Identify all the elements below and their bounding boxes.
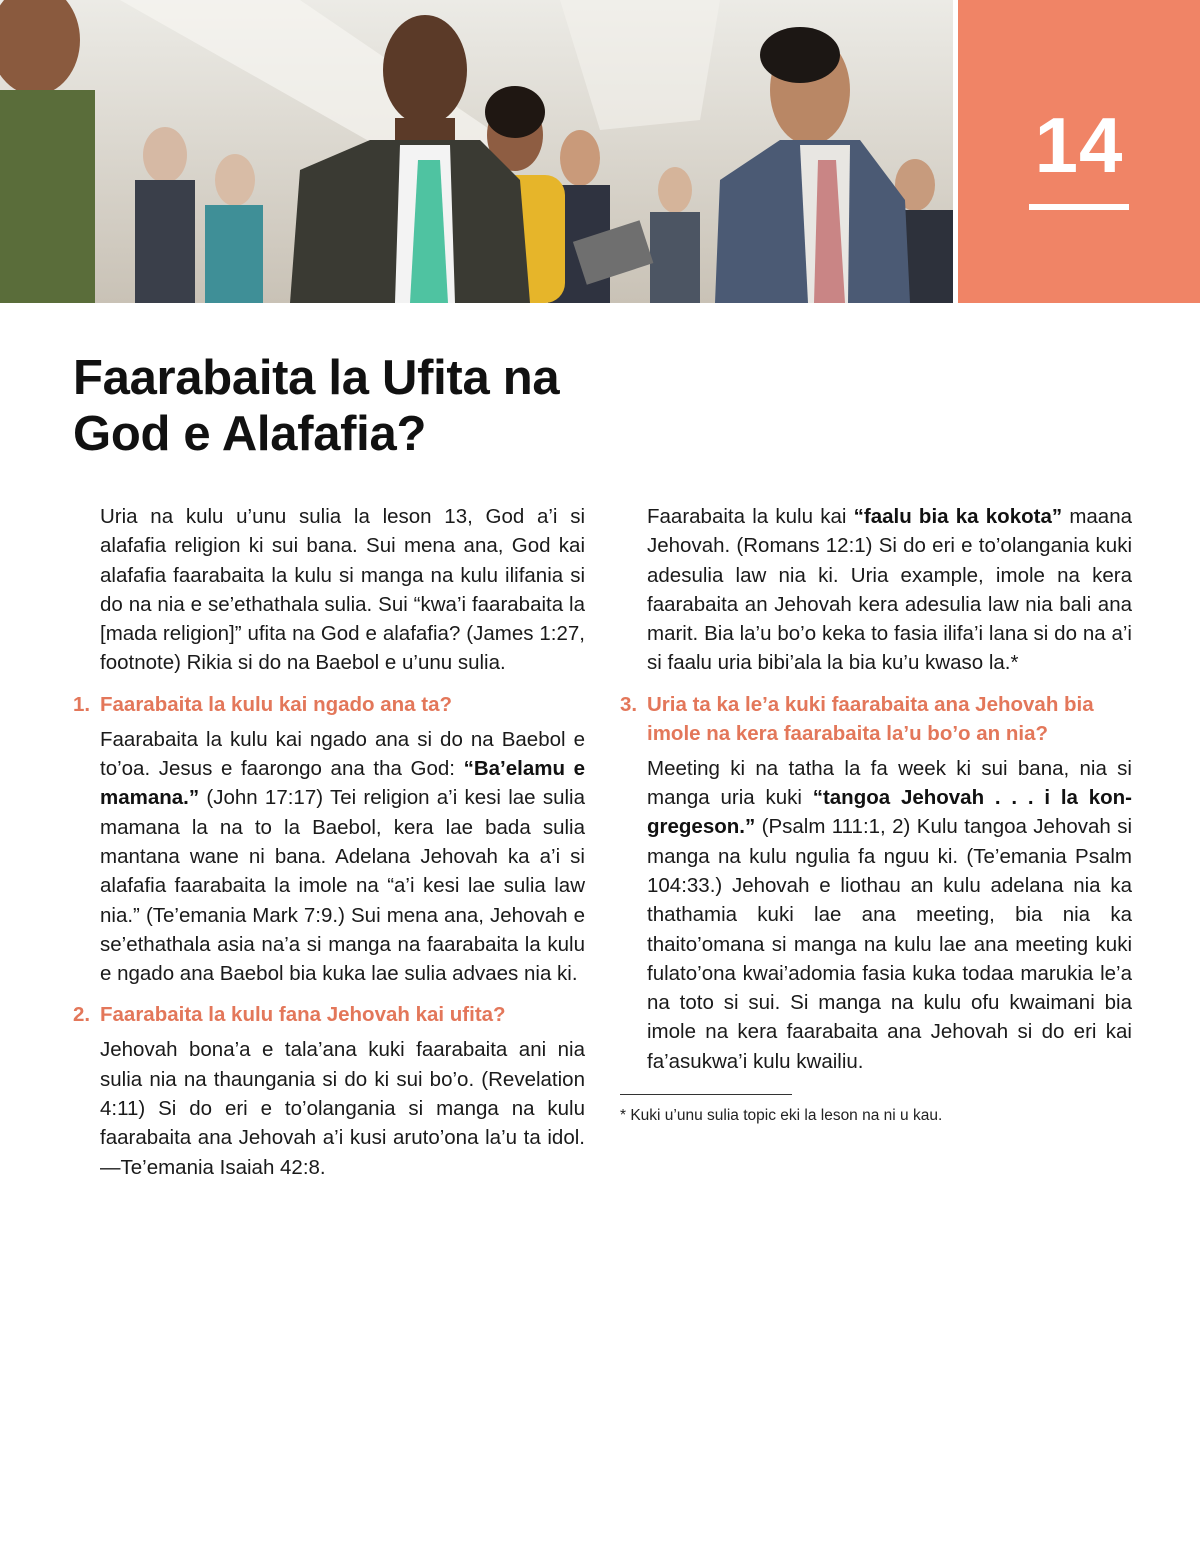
congregation-photo-illustration (0, 0, 953, 303)
scripture-quote: “faalu bia ka kokota” (853, 505, 1063, 528)
text-run: (John 17:17) Tei religion a’i kesi lae sulia mamana la na to la Baebol, kera lae bada sulia mantana wane ni bana. Adelana Jehovah ka a’i si alafafia faarabaita la imole na “a’i kesi lae sulia law nia.” (Te’emania Mark 7:9.) Sui mena ana, Jehovah e se’ethathala asia na’a si manga na faarabaita la kulu e ngado ana Baebol bia kuka lae sulia advaes nia ki. (100, 786, 585, 986)
question-heading-1 (73, 690, 585, 719)
question-text: Faarabaita la kulu fana Jehovah kai ufita? (100, 1003, 506, 1027)
question-text: Uria ta ka le’a kuki faarabaita ana Jehovah bia imole na kera faarabaita la’u bo’o an nia? (647, 692, 1094, 745)
lesson-number-underline (1029, 204, 1129, 210)
question-number: 1. (73, 692, 91, 716)
question-number: 2. (73, 1003, 91, 1027)
question-heading-3 (620, 690, 1132, 748)
section-3-paragraph (620, 754, 1132, 1076)
footnote-divider (620, 1094, 792, 1095)
page-title-line-1: Faarabaita la Ufita na (73, 351, 560, 405)
text-run: Meeting ki na tatha la fa week ki sui bana, nia si manga uria kuki (647, 756, 1132, 810)
text-run: Faarabaita la kulu kai ngado ana si do na Baebol e to’oa. Jesus e faarongo ana tha God: (100, 727, 585, 781)
lesson-number: 14 (1034, 101, 1124, 189)
section-2-continuation (620, 502, 1132, 678)
text-run: (Psalm 111:1, 2) Kulu tangoa Jehovah si manga na kulu ngulia fa nguu ki. (Te’emania Psalm 104:33.) Jehovah e liothau an kulu adelana nia ka thathamia kuki lae ana meeting, bia nia ka thaito’omana si manga na kulu lae ana meeting kuki fulato’ona kwai’adomia fasia kuka todaa marukia le’a na toto si sui. Si manga na kulu ofu kwaimani bia imole na kera faarabaita ana Jehovah si do eri kai fa’asukwa’i kulu kwailiu. (647, 815, 1132, 1073)
left-column (73, 502, 585, 1182)
text-run: maana Jehovah. (Romans 12:1) Si do eri e to’olangania kuki adesulia law nia ki. Uria example, imole na kera faarabaita an Jehovah kera adesulia law nia bali ana marit. Bia la’u bo’o keka to fasia ilifa’i lana si do na a’i si faalu uria bibi’ala la bia ku’u kwaso la.* (647, 505, 1132, 675)
right-column (620, 502, 1132, 1127)
page-title (73, 350, 693, 462)
question-number: 3. (620, 692, 638, 716)
question-heading-2 (73, 1000, 585, 1029)
scripture-quote: “Ba’elamu e mamana.” (100, 757, 586, 810)
lesson-number-tab (958, 0, 1200, 303)
text-run: Faarabaita la kulu kai (647, 505, 854, 528)
page-title-line-2: God e Alafafia? (73, 407, 427, 461)
footnote: * Kuki u’unu sulia topic eki la leson na ni u kau. (620, 1107, 943, 1125)
section-1-paragraph (73, 725, 585, 989)
header-photo (0, 0, 953, 303)
section-2-paragraph: Jehovah bona’a e tala’ana kuki faarabaita ani nia sulia nia na thaungania si do ki sui bo’o. (Revelation 4:11) Si do eri e to’olangania si manga na kulu faarabaita ana Jehovah a’i kusi aruto’ona la’u ta idol.—Te’emania Isaiah 42:8. (100, 1038, 585, 1179)
intro-paragraph: Uria na kulu u’unu sulia la leson 13, God a’i si alafafia religion ki sui bana. Sui mena ana, God kai alafafia faarabaita la kulu si manga na kulu ilifania si do na nia e se’ethathala sulia. Sui “kwa’i faarabaita la [mada religion]” ufita na God e alafafia? (James 1:27, footnote) Rikia si do na Baebol e u’unu sulia. (100, 505, 585, 675)
scripture-quote: “tangoa Jehovah . . . i la kongregeson.” (647, 786, 1132, 839)
question-text: Faarabaita la kulu kai ngado ana ta? (100, 692, 453, 716)
